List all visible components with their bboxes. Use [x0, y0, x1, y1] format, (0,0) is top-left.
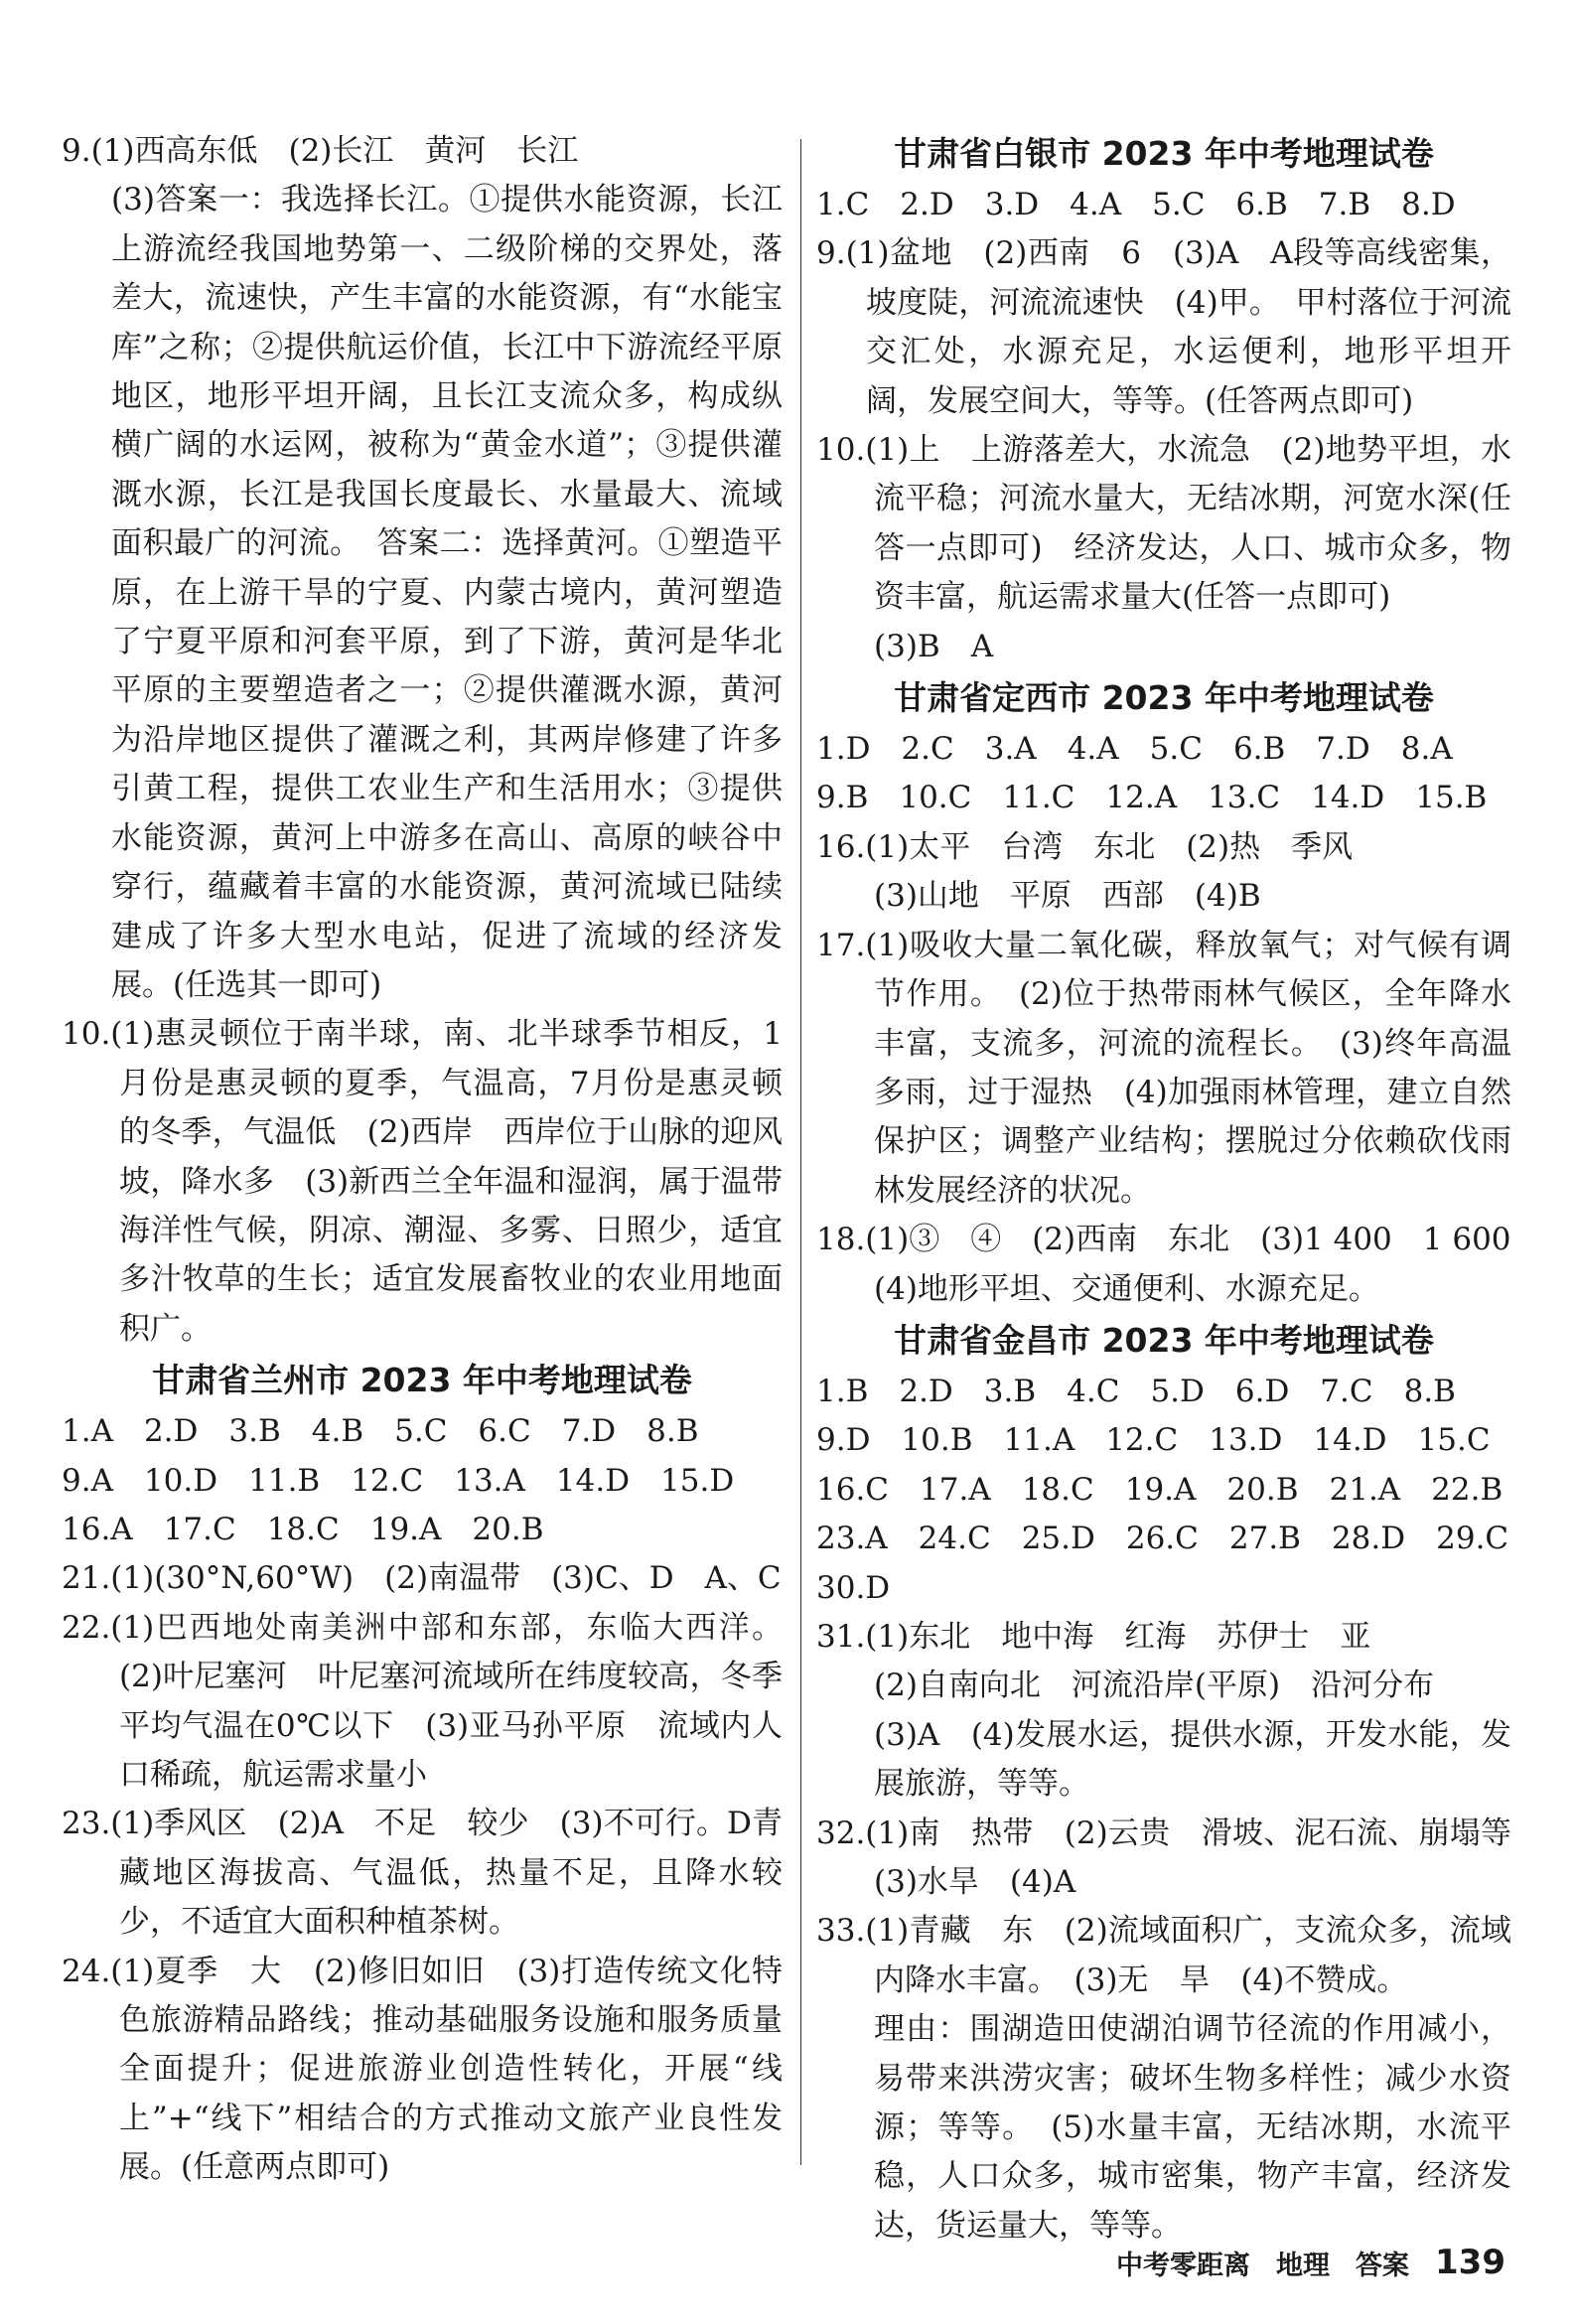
answer-q10: 10.(1)惠灵顿位于南半球，南、北半球季节相反，1月份是惠灵顿的夏季，气温高，7月份是惠灵顿的冬季，气温低 (2)西岸 西岸位于山脉的迎风坡，降水多 (3)新西兰全年温和湿润，属于温带海洋性气候，阴凉、潮湿、多雾、日照少，适宜多汁牧草的生长；适宜发展畜牧业的农业用地面积广。 [62, 1016, 783, 1347]
lanzhou-mc-row-1: 1.A 2.D 3.B 4.B 5.C 6.C 7.D 8.B [62, 1413, 699, 1450]
section-heading-lanzhou: 甘肃省兰州市 2023 年中考地理试卷 [152, 1361, 692, 1400]
jinchang-mc-row-5: 30.D [816, 1569, 891, 1606]
jinchang-answer-q31: 31.(1)东北 地中海 红海 苏伊士 亚 (2)自南向北 河流沿岸(平原) 沿河分布 (3)A (4)发展水运，提供水源，开发水能，发展旅游，等等。 [816, 1618, 1511, 1803]
dingxi-answer-q16: 16.(1)太平 台湾 东北 (2)热 季风 (3)山地 平原 西部 (4)B [816, 828, 1354, 915]
dingxi-mc-row-1: 1.D 2.C 3.A 4.A 5.C 6.B 7.D 8.A [816, 731, 1453, 768]
jinchang-mc-row-4: 23.A 24.C 25.D 26.C 27.B 28.D 29.C [816, 1521, 1509, 1557]
page-number: 139 [1435, 2243, 1505, 2282]
jinchang-mc-row-1: 1.B 2.D 3.B 4.C 5.D 6.D 7.C 8.B [816, 1373, 1456, 1409]
baiyin-answer-q9: 9.(1)盆地 (2)西南 6 (3)A A段等高线密集，坡度陡，河流流速快 (4)甲。 甲村落位于河流交汇处，水源充足，水运便利，地形平坦开阔，发展空间大，等等。(任答两点即可) [816, 235, 1511, 419]
jinchang-mc-row-3: 16.C 17.A 18.C 19.A 20.B 21.A 22.B [816, 1471, 1503, 1508]
dingxi-answer-q18: 18.(1)③ ④ (2)西南 东北 (3)1 400 1 600 (4)地形平坦、交通便利、水源充足。 [816, 1222, 1511, 1307]
lanzhou-answer-q22: 22.(1)巴西地处南美洲中部和东部，东临大西洋。(2)叶尼塞河 叶尼塞河流域所在纬度较高，冬季平均气温在0℃以下 (3)亚马孙平原 流域内人口稀疏，航运需求量小 [62, 1609, 783, 1793]
baiyin-answer-q10: 10.(1)上 上游落差大，水流急 (2)地势平坦，水流平稳；河流水量大，无结冰期，河宽水深(任答一点即可) 经济发达，人口、城市众多，物资丰富，航运需求量大(任答一点即可) (3)B A [816, 432, 1511, 664]
lanzhou-mc-row-2: 9.A 10.D 11.B 12.C 13.A 14.D 15.D [62, 1462, 735, 1499]
footer-section: 答案 [1356, 2250, 1410, 2281]
jinchang-answer-q33: 33.(1)青藏 东 (2)流域面积广，支流众多，流域内降水丰富。 (3)无 旱 (4)不赞成。 理由：围湖造田使湖泊调节径流的作用减小，易带来洪涝灾害；破坏生物多样性；减少水资源；等等。 (5)水量丰富，无结冰期，水流平稳，人口众多，城市密集，物产丰富，经济发达，货运量大，等等。 [816, 1913, 1511, 2244]
right-column [816, 127, 1542, 2251]
dingxi-mc-row-2: 9.B 10.C 11.C 12.A 13.C 14.D 15.B [816, 780, 1488, 816]
dingxi-answer-q17: 17.(1)吸收大量二氧化碳，释放氧气；对气候有调节作用。 (2)位于热带雨林气候区，全年降水丰富，支流多，河流的流程长。 (3)终年高温多雨，过于湿热 (4)加强雨林管理，建立自然保护区；调整产业结构；摆脱过分依赖砍伐雨林发展经济的状况。 [816, 927, 1511, 1209]
lanzhou-answer-q21: 21.(1)(30°N,60°W) (2)南温带 (3)C、D A、C [62, 1560, 782, 1597]
jinchang-answer-q32: 32.(1)南 热带 (2)云贵 滑坡、泥石流、崩塌等 (3)水旱 (4)A [816, 1815, 1542, 1900]
answer-q9: 9.(1)西高东低 (2)长江 黄河 长江 (3)答案一：我选择长江。①提供水能资源，长江上游流经我国地势第一、二级阶梯的交界处，落差大，流速快，产生丰富的水能资源，有“水能宝库”之称；②提供航运价值，长江中下游流经平原地区，地形平坦开阔，且长江支流众多，构成纵横广阔的水运网，被称为“黄金水道”；③提供灌溉水源，长江是我国长度最长、水量最大、流域面积最广的河流。 答案二：选择黄河。①塑造平原，在上游干旱的宁夏、内蒙古境内，黄河塑造了宁夏平原和河套平原，到了下游，黄河是华北平原的主要塑造者之一；②提供灌溉水源，黄河为沿岸地区提供了灌溉之利，其两岸修建了许多引黄工程，提供工农业生产和生活用水；③提供水能资源，黄河上中游多在高山、高原的峡谷中穿行，蕴藏着丰富的水能资源，黄河流域已陆续建成了许多大型水电站，促进了流域的经济发展。(任选其一即可) [62, 133, 783, 1003]
footer-book-title: 中考零距离 [1116, 2250, 1251, 2281]
lanzhou-mc-row-3: 16.A 17.C 18.C 19.A 20.B [62, 1511, 544, 1547]
lanzhou-answer-q24: 24.(1)夏季 大 (2)修旧如旧 (3)打造传统文化特色旅游精品路线；推动基础服务设施和服务质量全面提升；促进旅游业创造性转化，开展“线上”+“线下”相结合的方式推动文旅产业良性发展。(任意两点即可) [62, 1953, 783, 2186]
baiyin-mc-row-1: 1.C 2.D 3.D 4.A 5.C 6.B 7.B 8.D [816, 187, 1456, 222]
section-heading-dingxi: 甘肃省定西市 2023 年中考地理试卷 [894, 678, 1434, 718]
jinchang-mc-row-2: 9.D 10.B 11.A 12.C 13.D 14.D 15.C [816, 1422, 1491, 1459]
section-heading-jinchang: 甘肃省金昌市 2023 年中考地理试卷 [894, 1320, 1434, 1360]
lanzhou-answer-q23: 23.(1)季风区 (2)A 不足 较少 (3)不可行。D青藏地区海拔高、气温低，热量不足，且降水较少，不适宜大面积种植茶树。 [62, 1806, 783, 1941]
column-divider [800, 139, 801, 2165]
left-column [62, 127, 783, 2193]
page-footer [1116, 2243, 1505, 2282]
section-heading-baiyin: 甘肃省白银市 2023 年中考地理试卷 [894, 134, 1434, 173]
footer-subject: 地理 [1276, 2250, 1331, 2281]
